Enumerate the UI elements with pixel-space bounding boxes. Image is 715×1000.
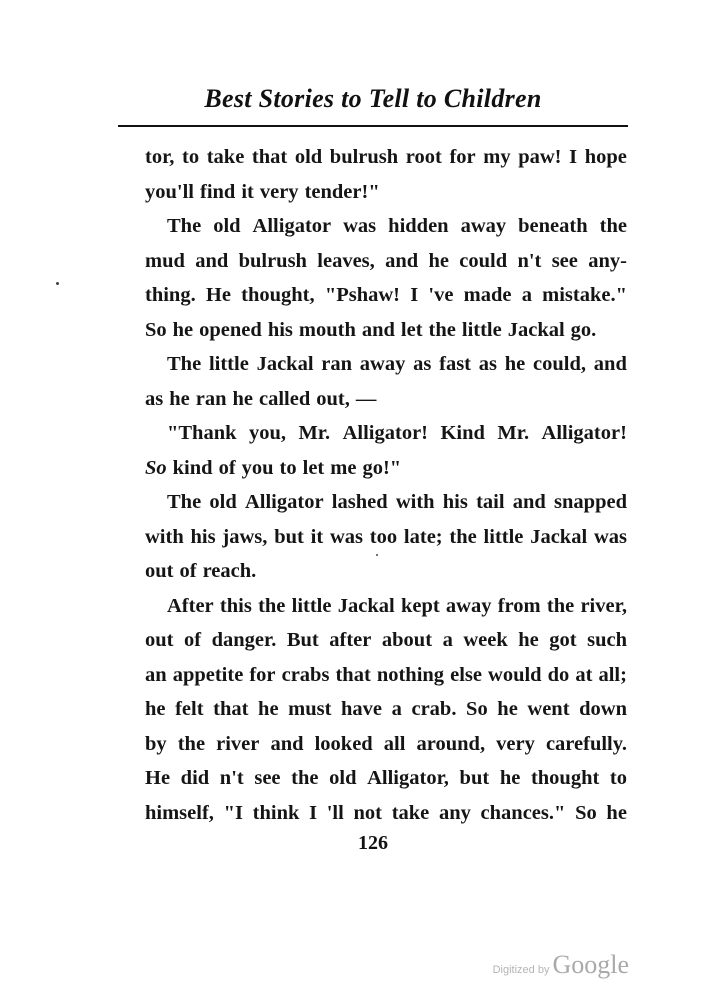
word: the: [428, 318, 456, 341]
word: was: [329, 525, 363, 548]
word: for: [449, 146, 476, 168]
word: was: [593, 525, 627, 548]
word: old: [213, 215, 241, 237]
page-number: 126: [358, 832, 388, 854]
text-line: [145, 623, 627, 658]
word: hidden: [388, 215, 449, 237]
word: it: [310, 525, 324, 548]
word: a: [521, 284, 532, 306]
word: little: [461, 318, 502, 341]
word: mud: [145, 249, 185, 272]
word: old: [294, 146, 323, 168]
word: of: [184, 629, 202, 651]
word: called: [258, 387, 311, 410]
word: his: [442, 491, 468, 513]
word: So: [575, 801, 597, 824]
word: too: [369, 525, 398, 548]
word: After: [167, 594, 214, 617]
word: very: [259, 180, 299, 203]
word: as: [413, 353, 432, 375]
digitized-watermark: [493, 950, 629, 980]
word: you: [241, 456, 274, 479]
word: mouth: [298, 318, 356, 341]
word: you'll: [145, 180, 194, 203]
word: and: [512, 491, 546, 513]
word: but: [459, 767, 490, 789]
text-line: [145, 692, 627, 727]
word: Mr.: [298, 422, 331, 444]
word: take: [391, 801, 430, 824]
word: the: [546, 594, 575, 617]
text-line: [145, 727, 627, 762]
text-line: [145, 313, 627, 348]
word: let: [302, 456, 325, 479]
word: find: [200, 180, 236, 203]
word: such: [587, 629, 627, 651]
word: at: [575, 663, 593, 686]
word: thing.: [145, 284, 196, 306]
word: crab.: [411, 698, 457, 720]
word: for: [249, 663, 276, 686]
word: hope: [584, 146, 627, 168]
word: crabs: [281, 663, 330, 686]
word: think: [252, 801, 300, 824]
word: and: [270, 732, 304, 755]
text-line: [145, 451, 627, 486]
word: do: [547, 663, 570, 686]
word: all;: [598, 663, 627, 686]
word: So: [466, 698, 488, 720]
word: Alligator!: [342, 422, 429, 444]
word: himself,: [145, 801, 214, 824]
word: looked: [314, 732, 373, 755]
word: he: [258, 698, 279, 720]
word: made: [463, 284, 512, 306]
word: Jackal: [507, 318, 565, 341]
word: the: [177, 732, 206, 755]
word: an: [145, 663, 167, 686]
word: lashed: [331, 491, 388, 513]
word: opened: [199, 318, 262, 341]
word: Alligator: [252, 215, 332, 237]
google-logo: Google: [552, 950, 629, 979]
word: that: [251, 146, 288, 168]
word: all: [383, 732, 406, 755]
word: this: [219, 594, 252, 617]
word: from: [497, 594, 541, 617]
word: take: [206, 146, 245, 168]
word: reach.: [202, 560, 257, 582]
word: chances.": [480, 801, 566, 824]
word: his: [267, 318, 293, 341]
word: kind: [172, 456, 213, 479]
word: bulrush: [329, 146, 399, 168]
text-line: [145, 520, 627, 555]
word: root: [405, 146, 442, 168]
word: away: [359, 353, 406, 375]
word: it: [241, 180, 254, 203]
word: a: [391, 698, 402, 720]
text-line: [145, 209, 627, 244]
word: with: [145, 525, 184, 548]
word: I: [569, 146, 578, 168]
word: the: [449, 525, 477, 548]
word: beneath: [518, 215, 588, 237]
text-line: [145, 347, 627, 382]
word: mistake.": [542, 284, 627, 306]
word: see: [551, 249, 578, 272]
word: "I: [223, 801, 243, 824]
word: but: [274, 525, 304, 548]
word: as: [478, 353, 498, 375]
word: The: [167, 353, 202, 375]
word: Mr.: [497, 422, 530, 444]
word: was: [343, 215, 377, 237]
scan-speck: [56, 282, 59, 285]
word: —: [355, 387, 377, 410]
word: to: [182, 146, 200, 168]
word: Kind: [440, 422, 485, 444]
word: carefully.: [545, 732, 627, 755]
word: he: [169, 387, 190, 410]
word: and: [385, 249, 419, 272]
word: down: [579, 698, 627, 720]
word: I: [410, 284, 419, 306]
word: bulrush: [238, 249, 307, 272]
word: by: [145, 732, 167, 755]
word: little: [483, 525, 524, 548]
word: away: [445, 594, 492, 617]
word: out,: [316, 387, 350, 410]
word: let: [400, 318, 423, 341]
word: he: [172, 318, 194, 341]
text-line: [145, 761, 627, 796]
running-head: Best Stories to Tell to Children: [204, 84, 542, 113]
word: to: [279, 456, 297, 479]
word: jaws,: [222, 525, 268, 548]
word: 'll: [326, 801, 344, 824]
word: The: [167, 491, 202, 513]
word: could: [459, 249, 508, 272]
word: So: [145, 456, 167, 479]
word: else: [450, 663, 482, 686]
word: and: [593, 353, 627, 375]
word: that: [335, 663, 371, 686]
text-line: [145, 140, 627, 175]
word: Jackal: [337, 594, 395, 617]
word: Jackal: [256, 353, 314, 375]
word: he: [145, 698, 166, 720]
word: with: [395, 491, 435, 513]
word: about: [381, 629, 433, 651]
word: ran: [321, 353, 353, 375]
word: go!": [362, 456, 402, 479]
word: tor,: [145, 146, 175, 168]
word: any: [438, 801, 471, 824]
word: n't: [219, 767, 244, 789]
word: ran: [195, 387, 227, 410]
word: and: [361, 318, 395, 341]
word: So: [145, 318, 167, 341]
word: He: [205, 284, 231, 306]
word: away: [460, 215, 507, 237]
word: to: [609, 767, 627, 789]
word: "Pshaw!: [324, 284, 401, 306]
word: paw!: [518, 146, 562, 168]
text-line: [145, 175, 627, 210]
word: go.: [570, 318, 597, 341]
word: Alligator,: [367, 767, 449, 789]
watermark-prefix: Digitized by: [492, 964, 550, 976]
word: 've: [428, 284, 454, 306]
text-line: [145, 658, 627, 693]
word: any-: [588, 249, 627, 272]
word: he: [428, 249, 449, 272]
word: But: [286, 629, 319, 651]
word: have: [341, 698, 383, 720]
word: fast: [439, 353, 472, 375]
word: week: [463, 629, 508, 651]
word: I: [309, 801, 318, 824]
word: that: [213, 698, 249, 720]
word: Jackal: [530, 525, 588, 548]
word: must: [288, 698, 332, 720]
word: the: [599, 215, 627, 237]
word: Alligator: [244, 491, 324, 513]
word: of: [218, 456, 236, 479]
word: tail: [476, 491, 505, 513]
word: snapped: [554, 491, 627, 513]
word: river,: [580, 594, 627, 617]
word: me: [330, 456, 357, 479]
word: see: [254, 767, 281, 789]
text-line: [145, 244, 627, 279]
word: river: [216, 732, 260, 755]
word: not: [353, 801, 382, 824]
word: he: [504, 353, 526, 375]
text-line: [145, 554, 627, 589]
word: old: [209, 491, 237, 513]
text-line: [145, 416, 627, 451]
word: got: [549, 629, 577, 651]
header-rule: [118, 125, 628, 127]
text-line: [145, 278, 627, 313]
word: Alligator!: [541, 422, 627, 444]
word: the: [291, 767, 319, 789]
word: felt: [175, 698, 204, 720]
word: leaves,: [317, 249, 375, 272]
text-line: [145, 485, 627, 520]
word: after: [329, 629, 372, 651]
word: my: [483, 146, 511, 168]
word: a: [442, 629, 453, 651]
body-text: [145, 140, 627, 830]
word: did: [180, 767, 210, 789]
text-line: [145, 382, 627, 417]
word: little: [291, 594, 332, 617]
word: he: [518, 629, 539, 651]
word: around,: [416, 732, 486, 755]
word: appetite: [172, 663, 244, 686]
word: kept: [400, 594, 440, 617]
word: would: [488, 663, 542, 686]
word: he: [497, 698, 518, 720]
word: The: [167, 215, 202, 237]
word: n't: [517, 249, 542, 272]
word: you,: [248, 422, 286, 444]
word: the: [258, 594, 286, 617]
word: he: [499, 767, 521, 789]
word: little: [208, 353, 249, 375]
word: of: [179, 560, 197, 582]
scan-speck: [376, 554, 378, 556]
word: out: [145, 629, 174, 651]
word: he: [232, 387, 253, 410]
word: went: [527, 698, 570, 720]
word: thought: [530, 767, 600, 789]
word: he: [606, 801, 627, 824]
word: out: [145, 560, 174, 582]
word: thought,: [241, 284, 315, 306]
text-line: [145, 796, 627, 831]
word: danger.: [211, 629, 277, 651]
word: "Thank: [167, 422, 237, 444]
word: late;: [403, 525, 443, 548]
word: very: [496, 732, 535, 755]
word: tender!": [304, 180, 380, 203]
word: as: [145, 387, 164, 410]
word: his: [190, 525, 216, 548]
word: could,: [533, 353, 587, 375]
word: nothing: [376, 663, 445, 686]
word: He: [145, 767, 171, 789]
word: old: [329, 767, 357, 789]
word: and: [195, 249, 229, 272]
text-line: [145, 589, 627, 624]
